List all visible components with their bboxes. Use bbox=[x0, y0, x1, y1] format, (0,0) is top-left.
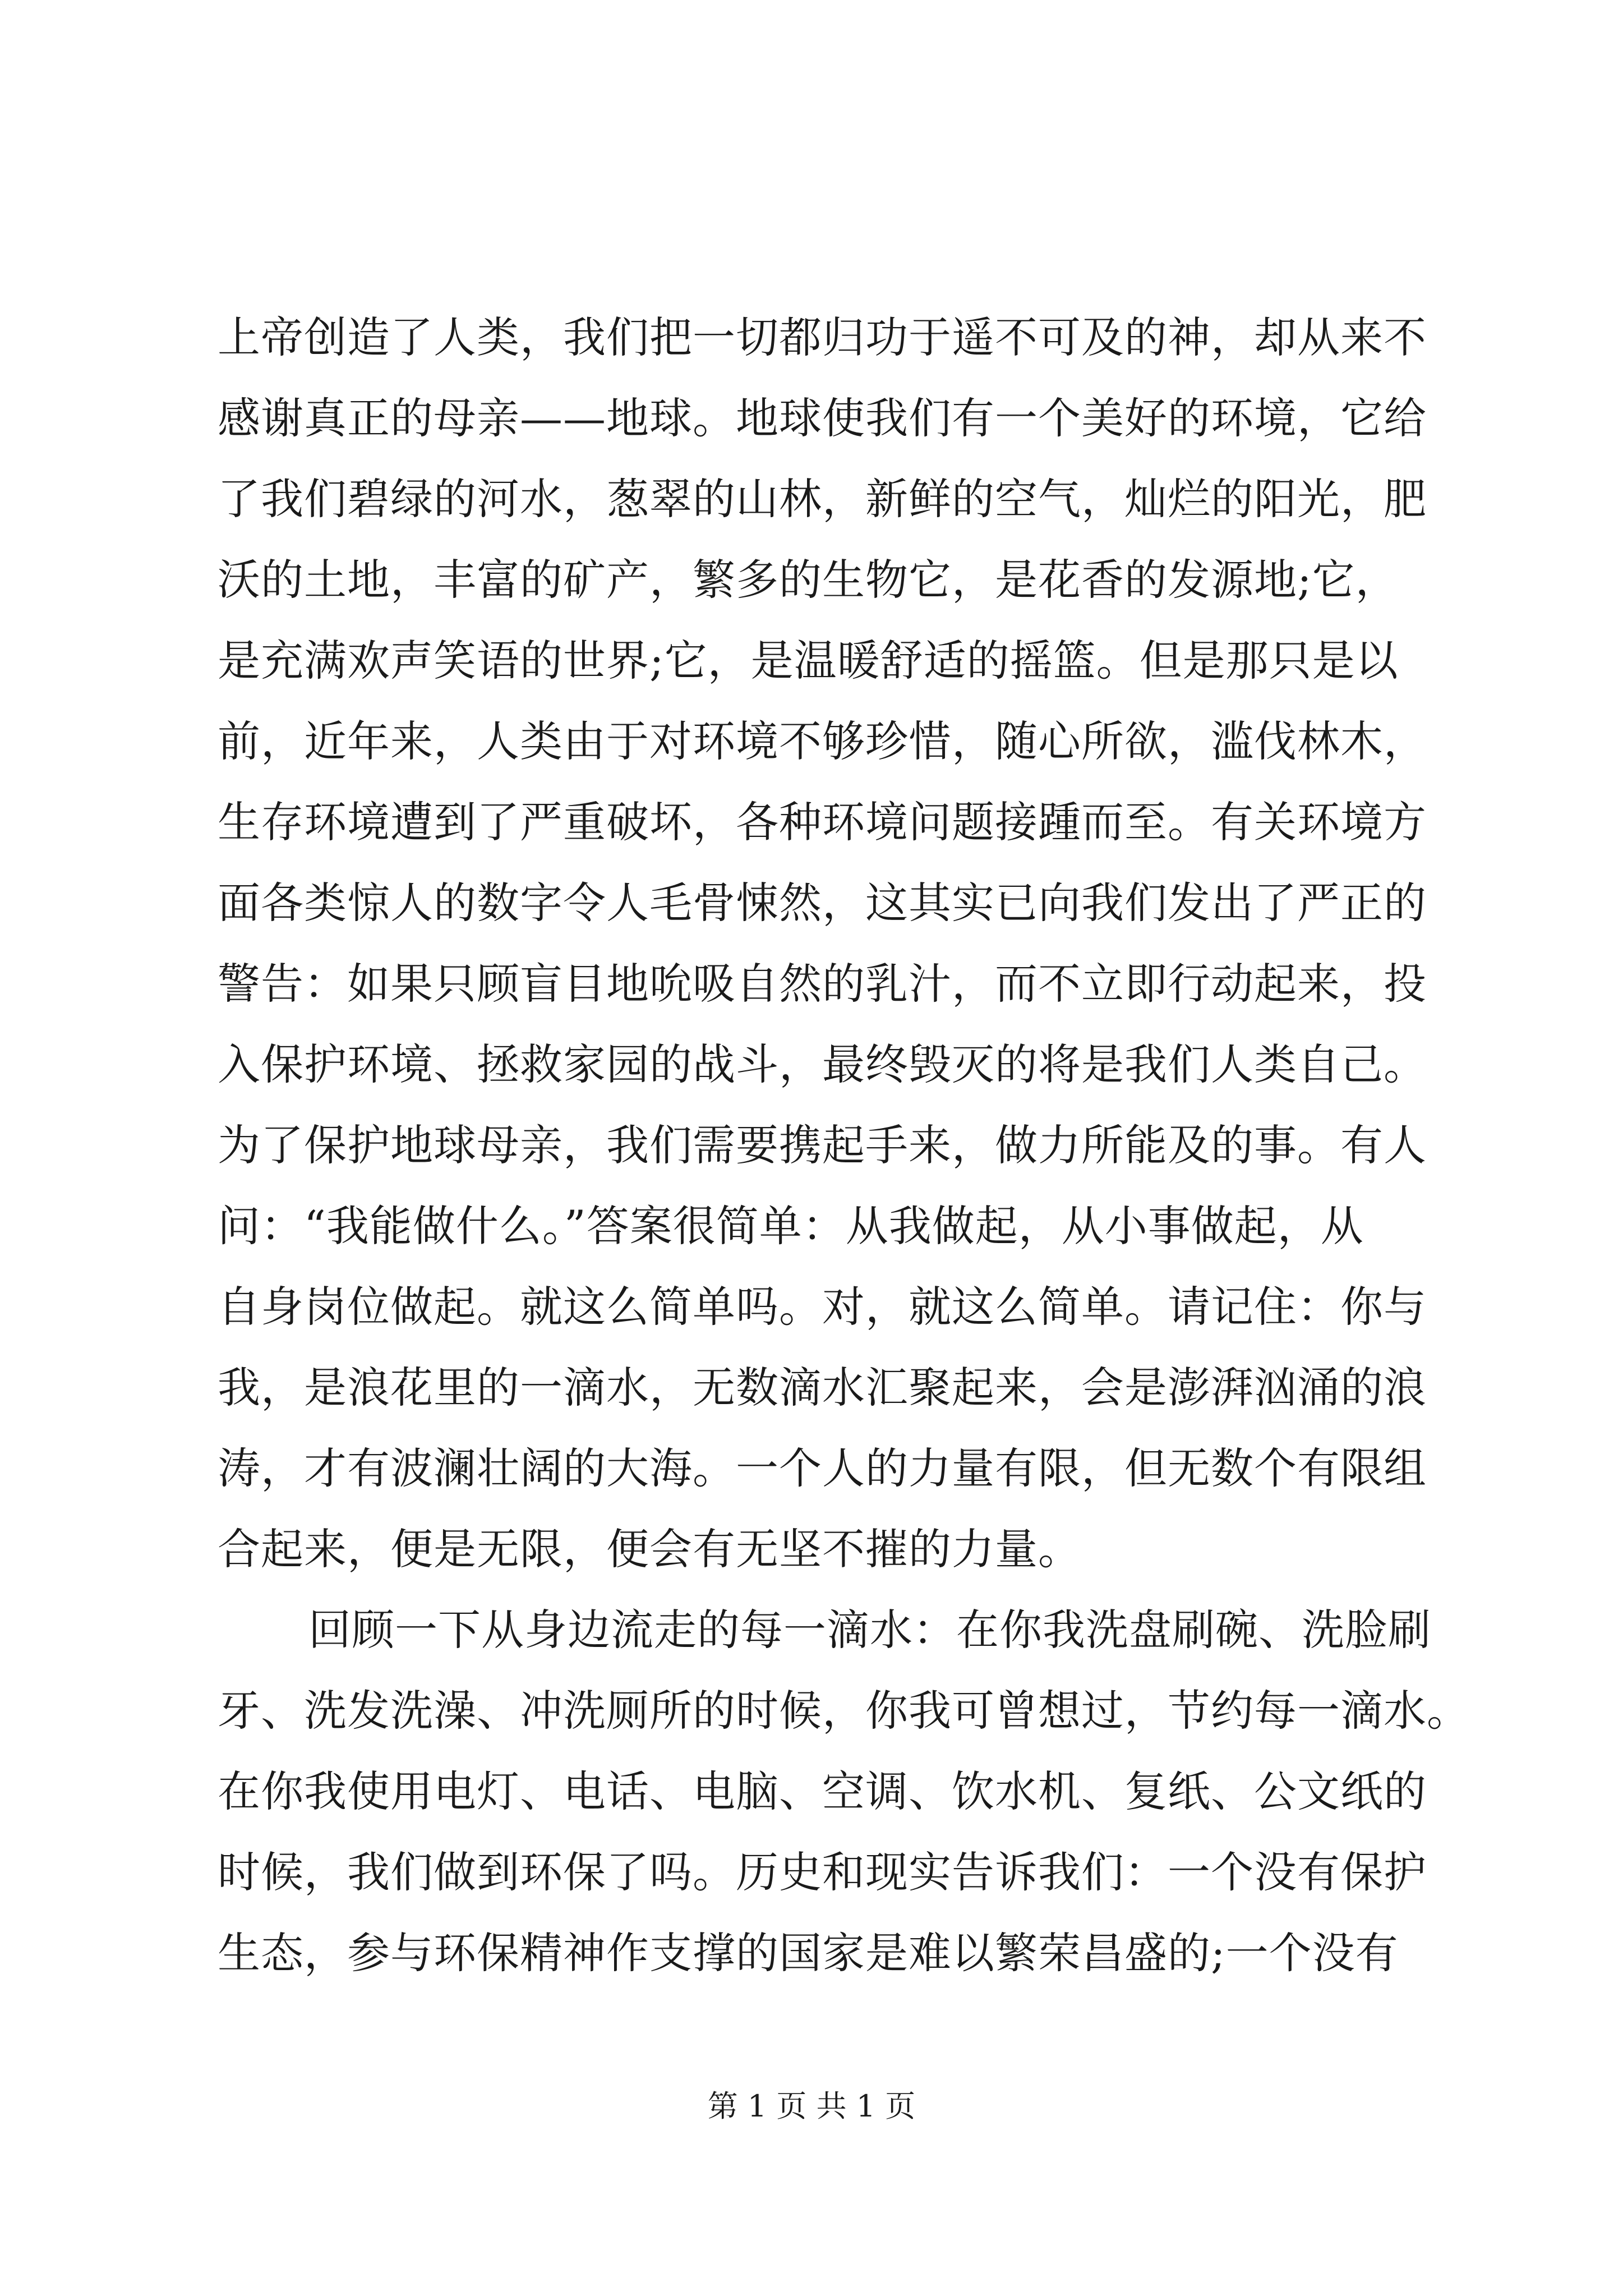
text-line: 面各类惊人的数字令人毛骨悚然，这其实已向我们发出了严正的 bbox=[218, 878, 1427, 928]
text-line: 入保护环境、拯救家园的战斗，最终毁灭的将是我们人类自己。 bbox=[218, 1039, 1427, 1089]
text-line: 为了保护地球母亲，我们需要携起手来，做力所能及的事。有人 bbox=[218, 1120, 1427, 1170]
text-line: 时候，我们做到环保了吗。历史和现实告诉我们：一个没有保护 bbox=[218, 1847, 1427, 1897]
text-line: 生存环境遭到了严重破坏，各种环境问题接踵而至。有关环境方 bbox=[218, 797, 1427, 847]
text-line: 合起来，便是无限，便会有无坚不摧的力量。 bbox=[218, 1524, 1081, 1574]
text-line: 我，是浪花里的一滴水，无数滴水汇聚起来，会是澎湃汹涌的浪 bbox=[218, 1363, 1427, 1412]
text-line: 是充满欢声笑语的世界;它，是温暖舒适的摇篮。但是那只是以 bbox=[218, 636, 1399, 685]
text-line: 生态，参与环保精神作支撑的国家是难以繁荣昌盛的;一个没有 bbox=[218, 1928, 1399, 1978]
paragraph-start-line: 回顾一下从身边流走的每一滴水：在你我洗盘刷碗、洗脸刷 bbox=[308, 1605, 1431, 1655]
text-line: 警告：如果只顾盲目地吮吸自然的乳汁，而不立即行动起来，投 bbox=[218, 959, 1427, 1009]
text-line: 问：“我能做什么。”答案很简单：从我做起，从小事做起，从 bbox=[218, 1201, 1364, 1251]
text-line: 在你我使用电灯、电话、电脑、空调、饮水机、复纸、公文纸的 bbox=[218, 1766, 1427, 1816]
text-line: 前，近年来，人类由于对环境不够珍惜，随心所欲，滥伐林木， bbox=[218, 716, 1427, 766]
text-line: 了我们碧绿的河水，葱翠的山林，新鲜的空气，灿烂的阳光，肥 bbox=[218, 474, 1427, 524]
page-number-footer: 第 1 页 共 1 页 bbox=[707, 2088, 916, 2124]
text-line: 牙、洗发洗澡、冲洗厕所的时候，你我可曾想过，节约每一滴水。 bbox=[218, 1686, 1470, 1736]
document-body bbox=[218, 297, 1470, 1994]
text-line: 自身岗位做起。就这么简单吗。对，就这么简单。请记住：你与 bbox=[218, 1282, 1427, 1332]
text-line: 涛，才有波澜壮阔的大海。一个人的力量有限，但无数个有限组 bbox=[218, 1443, 1427, 1493]
text-line: 感谢真正的母亲——地球。地球使我们有一个美好的环境，它给 bbox=[218, 393, 1427, 443]
text-line: 上帝创造了人类，我们把一切都归功于遥不可及的神，却从来不 bbox=[218, 312, 1427, 362]
text-line: 沃的土地，丰富的矿产，繁多的生物它，是花香的发源地;它， bbox=[218, 555, 1399, 605]
